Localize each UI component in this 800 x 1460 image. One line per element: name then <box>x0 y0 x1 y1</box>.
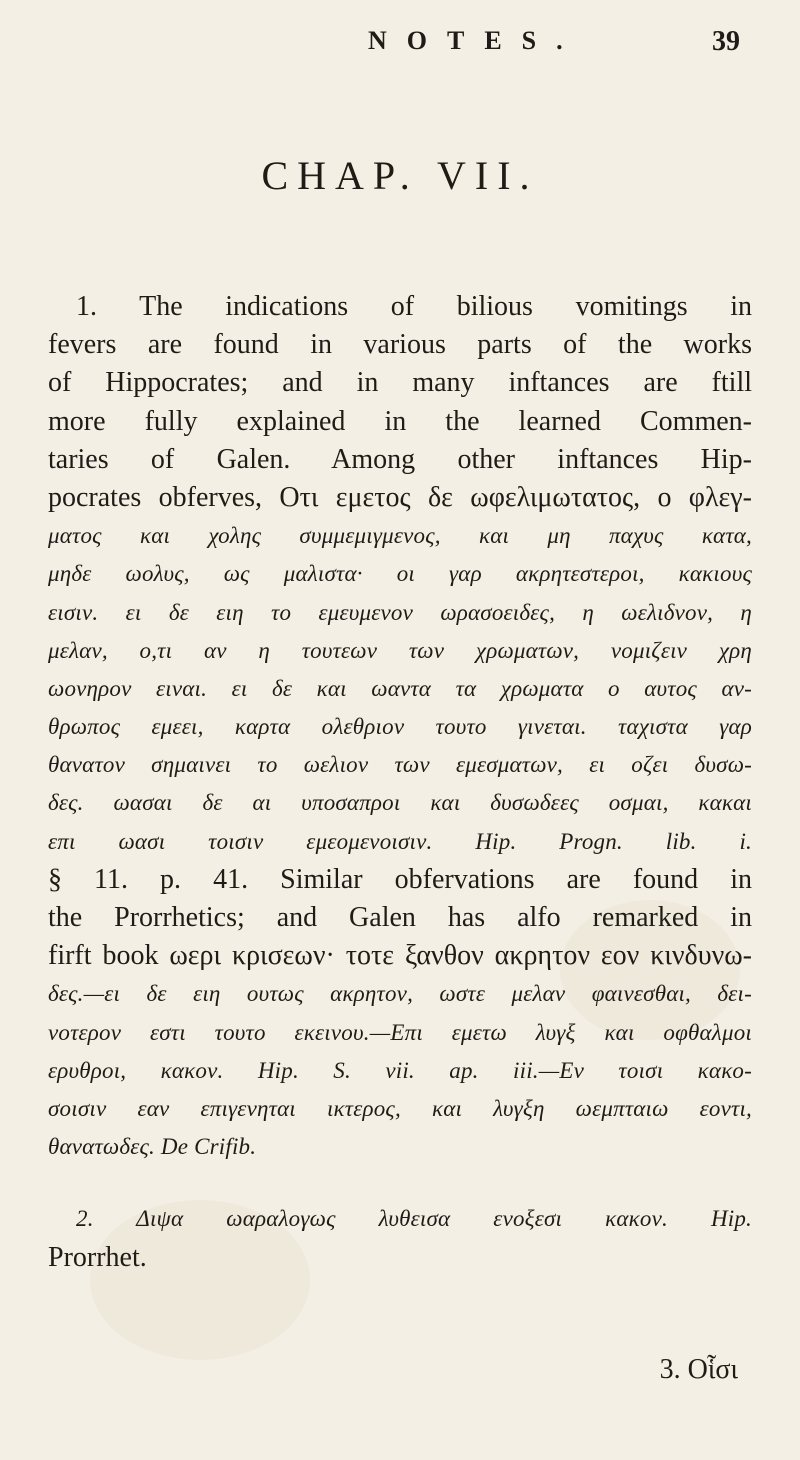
greek-quote-line: εισιν. ει δε ειη το εμευμενον ωρασοειδες, η ωελιδνον, η <box>48 599 752 625</box>
greek-quote-line: 2. Διψα ωαραλογως λυθεισα ενοξεσι κακον. Hip. <box>76 1206 752 1232</box>
catchword: 3. Οἷσι <box>659 1354 738 1385</box>
text-line: firft book ωερι κρισεων· τοτε ξανθον ακρητον εον κινδυνω- <box>48 940 752 972</box>
greek-quote-line: σοισιν εαν επιγενηται ικτερος, και λυγξη ωεμπταιω εοντι, <box>48 1095 752 1121</box>
greek-quote-line: θρωπος εμεει, καρτα ολεθριον τουτο γινεται. ταχιστα γαρ <box>48 714 752 740</box>
greek-quote-line: θανατωδες. De Crifib. <box>48 1134 257 1160</box>
greek-quote-line: δες.—ει δε ειη ουτως ακρητον, ωστε μελαν φαινεσθαι, δει- <box>48 981 752 1007</box>
greek-quote-line: μελαν, ο,τι αν η τουτεων των χρωματων, νομιζειν χρη <box>48 637 752 663</box>
page-number: 39 <box>712 26 740 57</box>
running-title: NOTES. <box>368 26 583 55</box>
text-line: 1. The indications of bilious vomitings in <box>76 291 752 322</box>
text-line: the Prorrhetics; and Galen has alfo remarked in <box>48 902 752 933</box>
running-head <box>0 26 800 76</box>
note-paragraph-1 <box>48 288 752 1166</box>
greek-quote-line: ερυθροι, κακον. Hip. S. vii. ap. iii.—Εν τοισι κακο- <box>48 1057 752 1083</box>
greek-quote-line: επι ωασι τοισιν εμεομενοισιν. Hip. Progn. lib. i. <box>48 828 752 854</box>
text-line: fevers are found in various parts of the works <box>48 329 752 361</box>
paragraph-gap <box>48 1166 752 1200</box>
text-line: Prorrhet. <box>48 1241 147 1273</box>
text-line: more fully explained in the learned Commen- <box>48 405 752 437</box>
text-line: of Hippocrates; and in many inftances are ftill <box>48 367 752 399</box>
greek-quote-line: μηδε ωολυς, ως μαλιστα· οι γαρ ακρητεστεροι, κακιους <box>48 561 752 587</box>
text-line: pocrates obferves, Οτι εμετος δε ωφελιμωτατος, ο φλεγ- <box>48 481 752 513</box>
greek-quote-line: θανατον σημαινει το ωελιον των εμεσματων, ει οζει δυσω- <box>48 752 752 778</box>
greek-quote-line: νοτερον εστι τουτο εκεινου.—Επι εμετω λυγξ και οφθαλμοι <box>48 1019 752 1045</box>
text-line: § 11. p. 41. Similar obfervations are found in <box>48 863 752 895</box>
chapter-heading: CHAP. VII. <box>261 153 539 198</box>
notes-body <box>48 288 752 1277</box>
greek-quote-line: δες. ωασαι δε αι υποσαπροι και δυσωδεες οσμαι, κακαι <box>48 790 752 816</box>
greek-quote-line: ματος και χολης συμμεμιγμενος, και μη παχυς κατα, <box>48 523 752 549</box>
text-line: taries of Galen. Among other inftances Hip- <box>48 443 752 475</box>
greek-quote-line: ωονηρον ειναι. ει δε και ωαντα τα χρωματα ο αυτος αν- <box>48 675 752 701</box>
note-paragraph-2 <box>48 1200 752 1276</box>
